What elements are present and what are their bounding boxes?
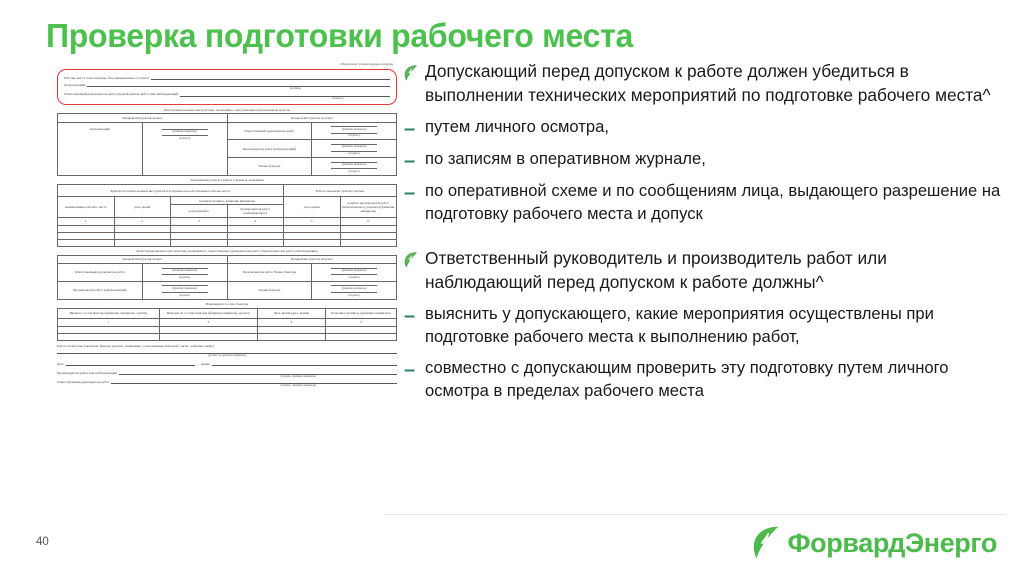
footer-note1: (должность, фамилия, инициалы) <box>207 353 247 357</box>
signature-fio-note: (фамилия, инициалы) <box>341 127 367 131</box>
signature-cell <box>312 140 397 158</box>
fill-line <box>111 378 397 384</box>
table-row <box>58 185 397 197</box>
footer-time-label: время <box>201 361 210 366</box>
leaf-lightning-icon <box>403 251 425 274</box>
signature-cell <box>312 158 397 176</box>
bullet-text-6: совместно с допускающим проверить эту подготовку путем личного осмотра в пределах рабочего места <box>425 358 949 400</box>
table-row-numbers <box>58 217 397 225</box>
section3-table <box>57 255 397 300</box>
signature-sign-note: (подпись) <box>348 134 360 138</box>
signature-fio-note: (фамилия, инициалы) <box>341 269 367 273</box>
signature-sign-note: (подпись) <box>179 136 191 140</box>
bullet-text-2: по записям в оперативном журнале, <box>425 149 706 169</box>
bullet-text-4: Ответственный руководитель и производитель работ или наблюдающий перед допуском к работе должны^ <box>425 248 887 292</box>
highlight-box <box>57 69 397 105</box>
section2-group-left: Бригада получила целевой инструктаж и допущена на подготовленное рабочее место <box>58 185 284 197</box>
bullet-text-1: путем личного осмотра, <box>425 117 609 137</box>
footer-divider <box>384 514 1006 515</box>
fill-line <box>119 369 397 375</box>
section4-col4: Разрешил (подпись) (фамилия, инициалы) <box>325 308 396 318</box>
signature-fio-note: (фамилия, инициалы) <box>172 130 198 134</box>
section2-num-1: 2 <box>114 217 171 225</box>
section4-caption: Изменения в составе бригады <box>205 302 249 307</box>
section1-role-0: Ответственный руководитель работ <box>227 122 312 140</box>
signature-sign-note: (подпись) <box>348 169 360 173</box>
section2-num-0: 1 <box>58 217 115 225</box>
section2-col3: допускающего <box>171 205 228 217</box>
section1-caption: Регистрация целевого инструктажа, проводимого допускающим при первичном допуске <box>163 107 291 112</box>
dash-bullet-icon: – <box>404 118 416 141</box>
table-row <box>58 255 397 263</box>
section2-num-3: 4 <box>227 217 284 225</box>
section2-col5: дата, время <box>284 197 341 217</box>
bullet-text-0: Допускающий перед допуском к работе должен убедиться в выполнении технических мероприятий по подготовке рабочего места^ <box>425 61 991 105</box>
section1-head-left: Целевой инструктаж провел <box>58 114 228 122</box>
bullet-block-1 <box>403 116 1003 139</box>
signature-sign-note: (подпись) <box>348 275 360 279</box>
section4-col2: Выведен из состава бригады (фамилия, инициалы, группа) <box>159 308 257 318</box>
section4-num-3: 4 <box>325 318 396 326</box>
dash-bullet-icon: – <box>404 359 416 382</box>
dash-bullet-icon: – <box>404 305 416 328</box>
section2-num-4: 5 <box>284 217 341 225</box>
leaf-lightning-icon <box>749 524 783 562</box>
highlight-line3-label: Ответственный руководитель работ (производитель работ или наблюдающий) <box>64 92 179 97</box>
document-scan-image <box>57 62 397 532</box>
signature-sign-note: (подпись) <box>348 152 360 156</box>
section3-right-0: Производитель работ, Члены бригады <box>227 264 312 282</box>
section2-num-5: 6 <box>340 217 397 225</box>
fill-line <box>180 91 390 97</box>
section2-col34: подписи (подпись, фамилия, инициалы) <box>171 197 284 205</box>
signature-cell <box>142 122 227 175</box>
bullet-block-5 <box>403 303 1003 348</box>
bullet-block-2 <box>403 148 1003 171</box>
logo-text: ФорвардЭнерго <box>787 527 997 558</box>
fill-line <box>87 81 390 87</box>
highlight-line2-label: Допускающий <box>64 83 86 88</box>
section3-left-0: Ответственный руководитель работ <box>58 264 143 282</box>
section2-col1: наименование рабочего места <box>58 197 115 217</box>
section3-left-1: Производитель работ (наблюдающий) <box>58 281 143 299</box>
signature-fio-note: (фамилия, инициалы) <box>341 286 367 290</box>
section2-group-right: Работа закончена, бригада удалена <box>284 185 397 197</box>
fill-line <box>151 74 390 80</box>
content-body <box>403 60 1003 402</box>
table-row <box>58 197 397 205</box>
page-title: Проверка подготовки рабочего места <box>46 17 634 54</box>
highlight-line3-note: (подпись) <box>332 96 344 100</box>
section2-col6: подпись производителя работ (наблюдающего) (подпись) (фамилия, инициалы) <box>340 197 397 217</box>
signature-sign-note: (подпись) <box>179 275 191 279</box>
section4-num-2: 3 <box>257 318 325 326</box>
document-footer <box>57 344 397 388</box>
table-row <box>58 281 397 299</box>
bullet-text-3: по оперативной схеме и по сообщениям лица, выдающего разрешение на подготовку рабочего места и допуск <box>425 181 1001 223</box>
footer-line2-label: Производитель работ или наблюдающий <box>57 370 117 375</box>
section3-right-1: Члены бригады <box>227 281 312 299</box>
signature-cell <box>142 264 227 282</box>
section1-role-2: Члены бригады <box>227 158 312 176</box>
table-row <box>58 264 397 282</box>
signature-fio-note: (фамилия, инициалы) <box>341 145 367 149</box>
table-row-numbers <box>58 318 397 326</box>
bullet-block-6 <box>403 357 1003 402</box>
table-row-empty <box>58 327 397 334</box>
leaf-lightning-icon <box>403 64 425 87</box>
section4-col3: Дата, время (дата, время) <box>257 308 325 318</box>
section3-caption: Регистрация целевого инструктажа, проводимого ответственным руководителем работ (производителем работ, наблюдающим) <box>136 249 318 254</box>
section2-caption: Ежедневный допуск к работе и время ее окончания <box>190 178 264 183</box>
section2-col2: дата, время <box>114 197 171 217</box>
section4-num-1: 2 <box>159 318 257 326</box>
table-row <box>58 114 397 122</box>
signature-cell <box>142 281 227 299</box>
highlight-line1-label: Рабочие места подготовлены. Под напряжением остались: <box>64 76 150 81</box>
signature-cell <box>312 264 397 282</box>
footer-note2: (подпись, фамилия, инициалы) <box>280 375 317 379</box>
section4-num-0: 1 <box>58 318 160 326</box>
table-row <box>58 308 397 318</box>
dash-bullet-icon: – <box>404 150 416 173</box>
signature-cell <box>312 122 397 140</box>
bullet-block-0 <box>403 60 1003 107</box>
footer-line3-label: Ответственный руководитель работ <box>57 380 110 385</box>
section1-left-role: Допускающий <box>58 122 143 175</box>
signature-fio-note: (фамилия, инициалы) <box>341 163 367 167</box>
document-header-right: Оборотная сторона наряда-допуска <box>340 62 393 66</box>
section2-col4: производителя работ (наблюдающего) <box>227 205 284 217</box>
section1-table <box>57 113 397 175</box>
section1-role-1: Производитель работ (наблюдающий) <box>227 140 312 158</box>
highlight-line2-note: (подпись) <box>289 87 302 91</box>
signature-sign-note: (подпись) <box>179 293 191 297</box>
section3-head-right: Целевой инструктаж получил <box>227 255 397 263</box>
signature-sign-note: (подпись) <box>348 293 360 297</box>
section2-table <box>57 184 397 246</box>
table-row <box>58 122 397 140</box>
section4-table <box>57 308 397 341</box>
table-row-empty <box>58 232 397 239</box>
table-row-empty <box>58 334 397 341</box>
fill-line <box>66 360 195 366</box>
brand-logo <box>749 524 997 562</box>
footer-line1: Работа полностью закончена, бригада удалена, заземления, установленные бригадой, сняты, сообщено (кому) <box>57 343 214 348</box>
section2-num-2: 3 <box>171 217 228 225</box>
slide-number: 40 <box>36 536 49 548</box>
bullet-block-4 <box>403 247 1003 294</box>
section4-col1: Введен в состав бригады (фамилия, инициалы, группа) <box>58 308 160 318</box>
dash-bullet-icon: – <box>404 182 416 205</box>
signature-fio-note: (фамилия, инициалы) <box>172 269 198 273</box>
section1-head-right: Целевой инструктаж получил <box>227 114 397 122</box>
footer-note3: (подпись, фамилия, инициалы) <box>280 384 317 388</box>
bullet-block-3 <box>403 180 1003 225</box>
table-row-empty <box>58 225 397 232</box>
footer-date-label: Дата <box>57 361 64 366</box>
fill-line <box>212 360 397 366</box>
signature-cell <box>312 281 397 299</box>
section3-head-left: Целевой инструктаж провел <box>58 255 228 263</box>
bullet-text-5: выяснить у допускающего, какие мероприятия осуществлены при подготовке рабочего места к выполнению работ, <box>425 304 934 346</box>
table-row-empty <box>58 239 397 246</box>
signature-fio-note: (фамилия, инициалы) <box>172 286 198 290</box>
